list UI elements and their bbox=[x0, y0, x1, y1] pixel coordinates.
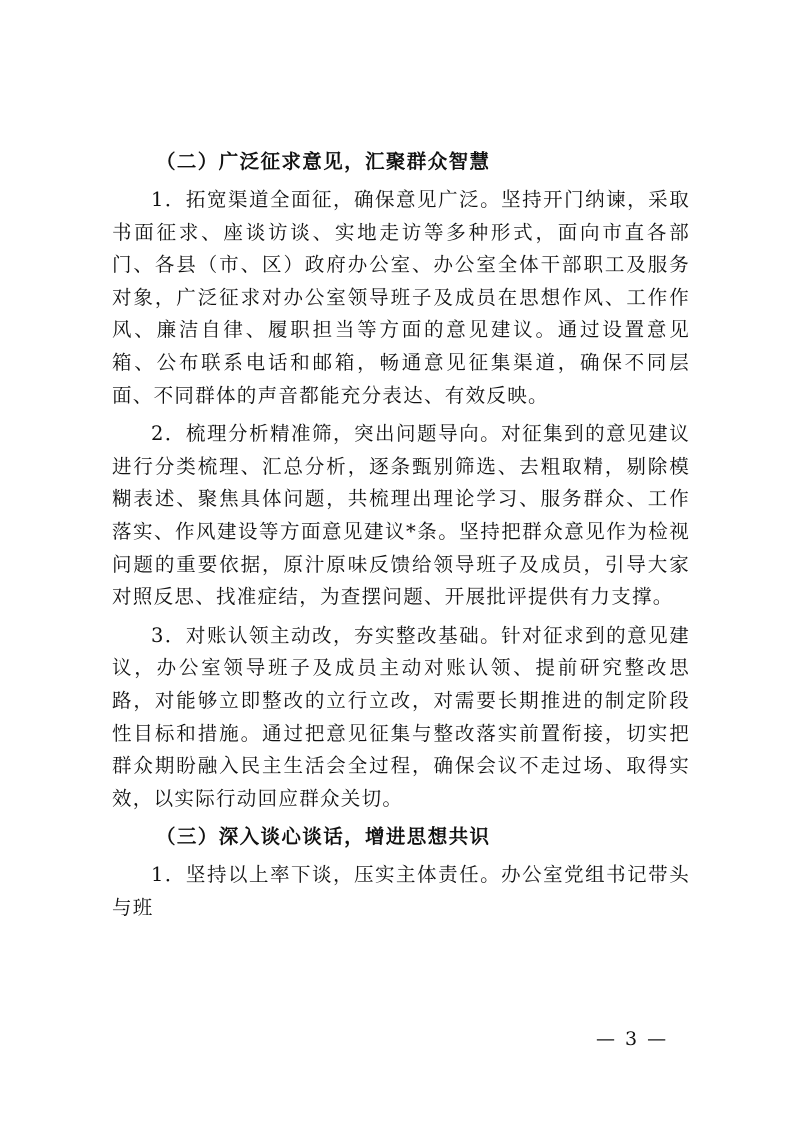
document-body bbox=[112, 146, 690, 924]
section-heading-2: （二）广泛征求意见，汇聚群众智慧 bbox=[156, 150, 491, 173]
section-heading-3: （三）深入谈心谈话，增进思想共识 bbox=[156, 825, 491, 849]
paragraph-2-1: 1．拓宽渠道全面征，确保意见广泛。坚持开门纳谏，采取书面征求、座谈访谈、实地走访等多种形式，面向市直各部门、各县（市、区）政府办公室、办公室全体干部职工及服务对象，广泛征求对办公室领导班子及成员在思想作风、工作作风、廉洁自律、履职担当等方面的意见建议。通过设置意见箱、公布联系电话和邮箱，畅通意见征集渠道，确保不同层面、不同群体的声音都能充分表达、有效反映。 bbox=[112, 188, 690, 407]
page-number: — 3 — bbox=[596, 1028, 669, 1050]
paragraph-3-1: 1．坚持以上率下谈，压实主体责任。办公室党组书记带头与班 bbox=[112, 863, 690, 919]
paragraph-2-2: 2．梳理分析精准筛，突出问题导向。对征集到的意见建议进行分类梳理、汇总分析，逐条甄别筛选、去粗取精，剔除模糊表述、聚焦具体问题，共梳理出理论学习、服务群众、工作落实、作风建设等方面意见建议*条。坚持把群众意见作为检视问题的重要依据，原汁原味反馈给领导班子及成员，引导大家对照反思、找准症结，为查摆问题、开展批评提供有力支撑。 bbox=[112, 422, 690, 609]
paragraph-2-3: 3．对账认领主动改，夯实整改基础。针对征求到的意见建议，办公室领导班子及成员主动对账认领、提前研究整改思路，对能够立即整改的立行立改，对需要长期推进的制定阶段性目标和措施。通过把意见征集与整改落实前置衔接，切实把群众期盼融入民主生活会全过程，确保会议不走过场、取得实效，以实际行动回应群众关切。 bbox=[112, 623, 690, 810]
